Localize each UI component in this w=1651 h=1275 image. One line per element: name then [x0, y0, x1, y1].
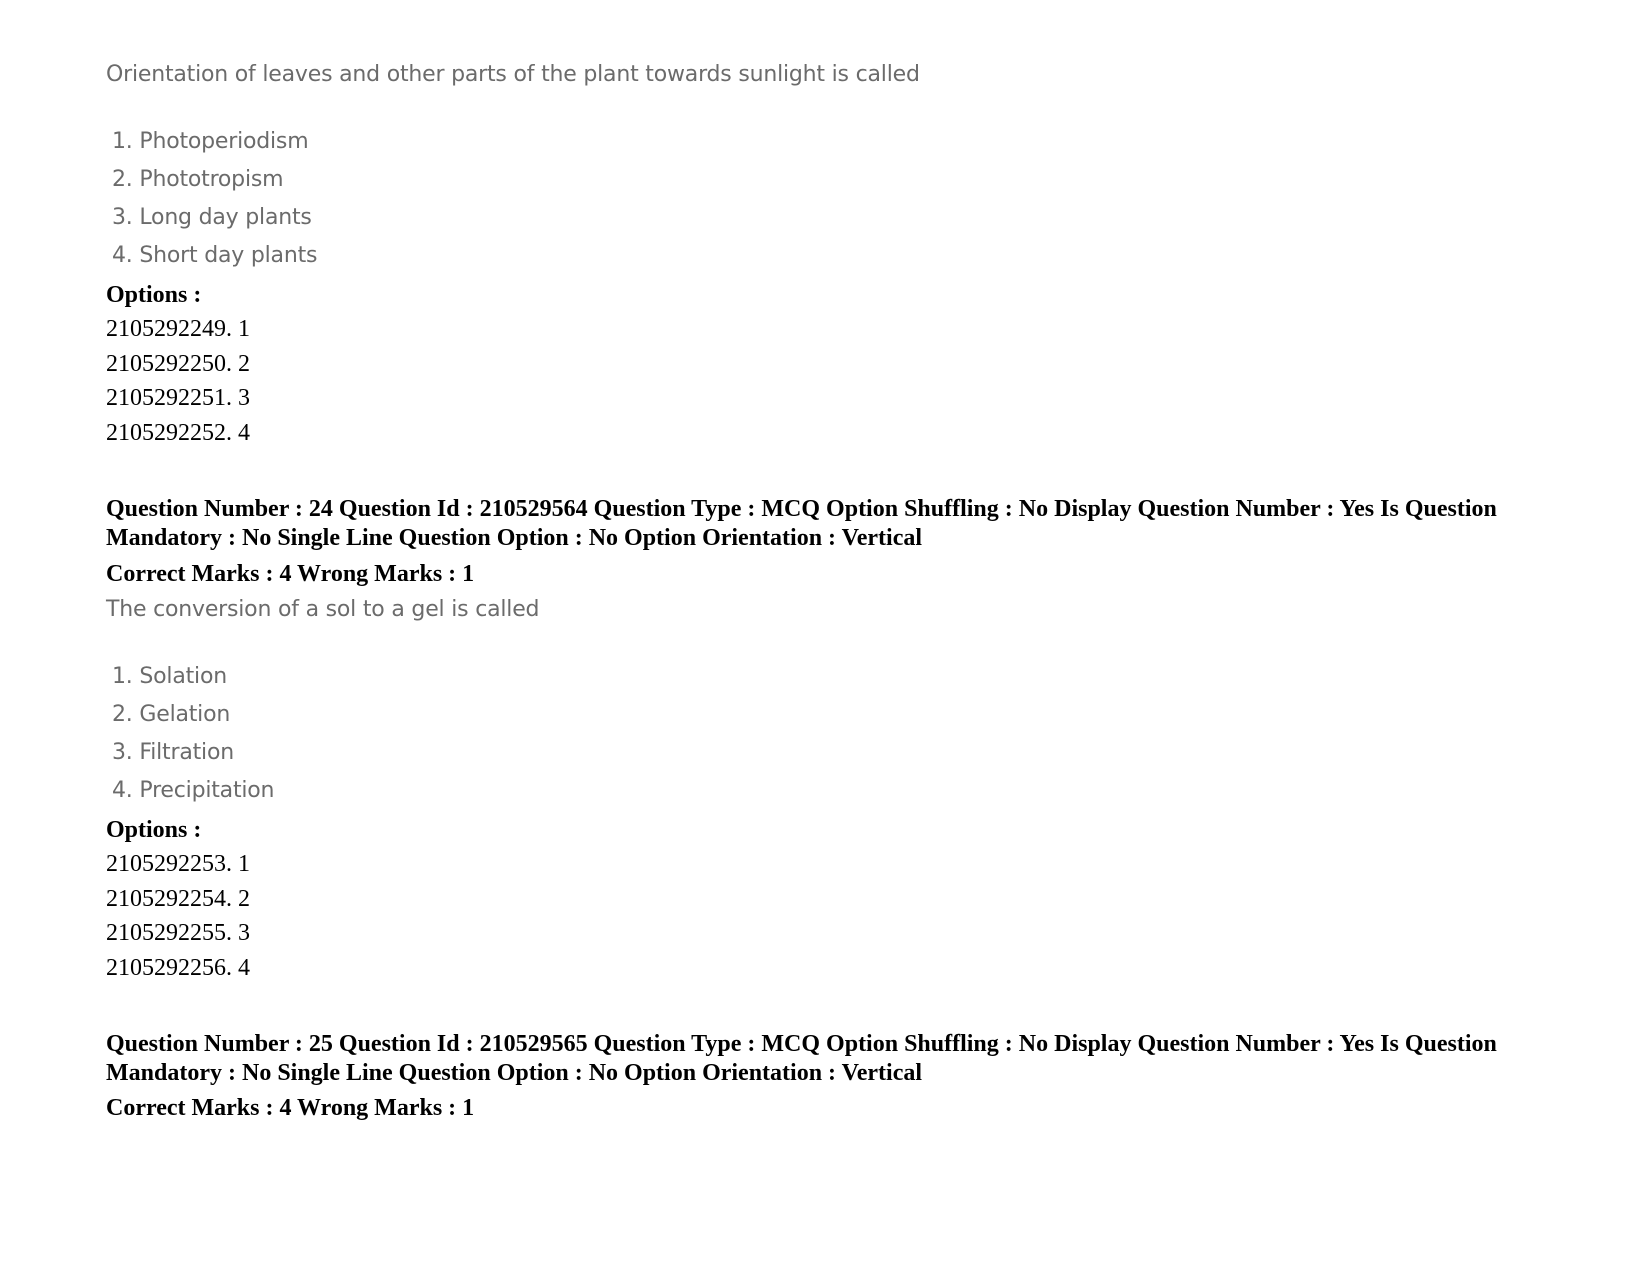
question-meta-line: Question Number : 25 Question Id : 210529565 Question Type : MCQ Option Shuffling : No Display Question Number : Yes Is Question [106, 1031, 1497, 1057]
choice-item: 2. Gelation [112, 702, 231, 727]
option-id-item: 2105292249. 1 [106, 316, 250, 342]
option-id-list [106, 312, 250, 450]
question-meta-line: Question Number : 24 Question Id : 210529564 Question Type : MCQ Option Shuffling : No Display Question Number : Yes Is Question [106, 496, 1497, 522]
options-label: Options : [106, 282, 202, 308]
option-id-item: 2105292255. 3 [106, 920, 250, 946]
question-meta-line: Mandatory : No Single Line Question Option : No Option Orientation : Vertical [106, 1060, 923, 1086]
choice-item: 2. Phototropism [112, 167, 284, 192]
choice-list [106, 658, 274, 810]
question-text: The conversion of a sol to a gel is called [106, 597, 540, 622]
option-id-item: 2105292252. 4 [106, 419, 250, 446]
choice-item: 4. Short day plants [112, 243, 318, 268]
choice-item: 1. Photoperiodism [112, 129, 309, 154]
option-id-list [106, 847, 250, 985]
marks-line: Correct Marks : 4 Wrong Marks : 1 [106, 1095, 475, 1121]
question-meta-line: Mandatory : No Single Line Question Option : No Option Orientation : Vertical [106, 525, 923, 551]
option-id-item: 2105292251. 3 [106, 385, 250, 411]
question-text: Orientation of leaves and other parts of the plant towards sunlight is called [106, 62, 920, 87]
choice-item: 3. Filtration [112, 740, 234, 765]
choice-item: 4. Precipitation [112, 778, 275, 803]
option-id-item: 2105292250. 2 [106, 350, 250, 377]
option-id-item: 2105292254. 2 [106, 885, 250, 912]
marks-line: Correct Marks : 4 Wrong Marks : 1 [106, 561, 475, 587]
option-id-item: 2105292253. 1 [106, 851, 250, 877]
choice-list [106, 123, 317, 275]
question-meta [106, 1030, 1497, 1088]
choice-item: 1. Solation [112, 664, 227, 689]
options-label: Options : [106, 817, 202, 843]
option-id-item: 2105292256. 4 [106, 954, 250, 981]
question-meta [106, 495, 1497, 553]
choice-item: 3. Long day plants [112, 205, 312, 230]
